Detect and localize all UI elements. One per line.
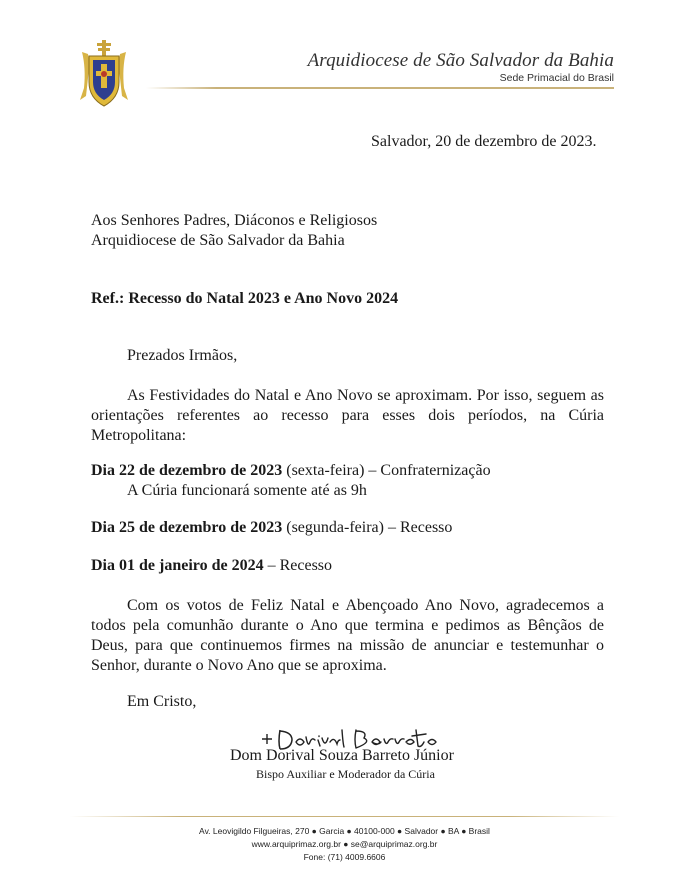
schedule-item-detail: (sexta-feira) – Confraternização <box>282 462 491 479</box>
footer-phone: Fone: (71) 4009.6606 <box>303 852 386 862</box>
schedule-item-detail: – Recesso <box>263 557 333 574</box>
schedule-item-note: A Cúria funcionará somente até as 9h <box>127 482 367 499</box>
sign-off: Em Cristo, <box>127 693 197 710</box>
letter-date: Salvador, 20 de dezembro de 2023. <box>371 133 597 150</box>
greeting: Prezados Irmãos, <box>127 347 238 364</box>
signatory-name: Dom Dorival Souza Barreto Júnior <box>230 747 454 764</box>
org-subtitle: Sede Primacial do Brasil <box>499 72 614 84</box>
org-name: Arquidiocese de São Salvador da Bahia <box>307 50 614 71</box>
footer-contacts: www.arquiprimaz.org.br ● se@arquiprimaz.org.br <box>251 839 438 849</box>
schedule-item-date: Dia 25 de dezembro de 2023 <box>91 519 283 536</box>
recipient-line-1: Aos Senhores Padres, Diáconos e Religiosos <box>91 212 378 229</box>
footer-address: Av. Leovigildo Filgueiras, 270 ● Garcia ● 40100-000 ● Salvador ● BA ● Brasil <box>199 826 490 836</box>
schedule-item-date: Dia 01 de janeiro de 2024 <box>91 557 264 574</box>
schedule-item-detail: (segunda-feira) – Recesso <box>282 519 453 536</box>
signatory-role: Bispo Auxiliar e Moderador da Cúria <box>256 767 435 781</box>
schedule-item <box>91 461 491 481</box>
coat-of-arms-icon <box>76 38 132 112</box>
recipient-line-2: Arquidiocese de São Salvador da Bahia <box>91 232 345 249</box>
intro-paragraph <box>91 386 604 446</box>
footer-divider <box>70 816 619 817</box>
closing-paragraph <box>91 596 604 676</box>
closing-text: Com os votos de Feliz Natal e Abençoado Ano Novo, agradecemos a todos pela comunhão durante o Ano que termina e pedimos as Bênçãos de Deus, para que continuemos firmes na missão de anunciar e testemunhar o Senhor, durante o Novo Ano que se aproxima. <box>91 597 604 674</box>
schedule-item-date: Dia 22 de dezembro de 2023 <box>91 462 283 479</box>
schedule-item <box>91 518 452 538</box>
schedule-item <box>91 556 332 576</box>
intro-text: As Festividades do Natal e Ano Novo se aproximam. Por isso, seguem as orientações referentes ao recesso para esses dois períodos, na Cúria Metropolitana: <box>91 387 604 444</box>
header-divider <box>146 87 614 89</box>
reference-line: Ref.: Recesso do Natal 2023 e Ano Novo 2024 <box>91 290 399 307</box>
